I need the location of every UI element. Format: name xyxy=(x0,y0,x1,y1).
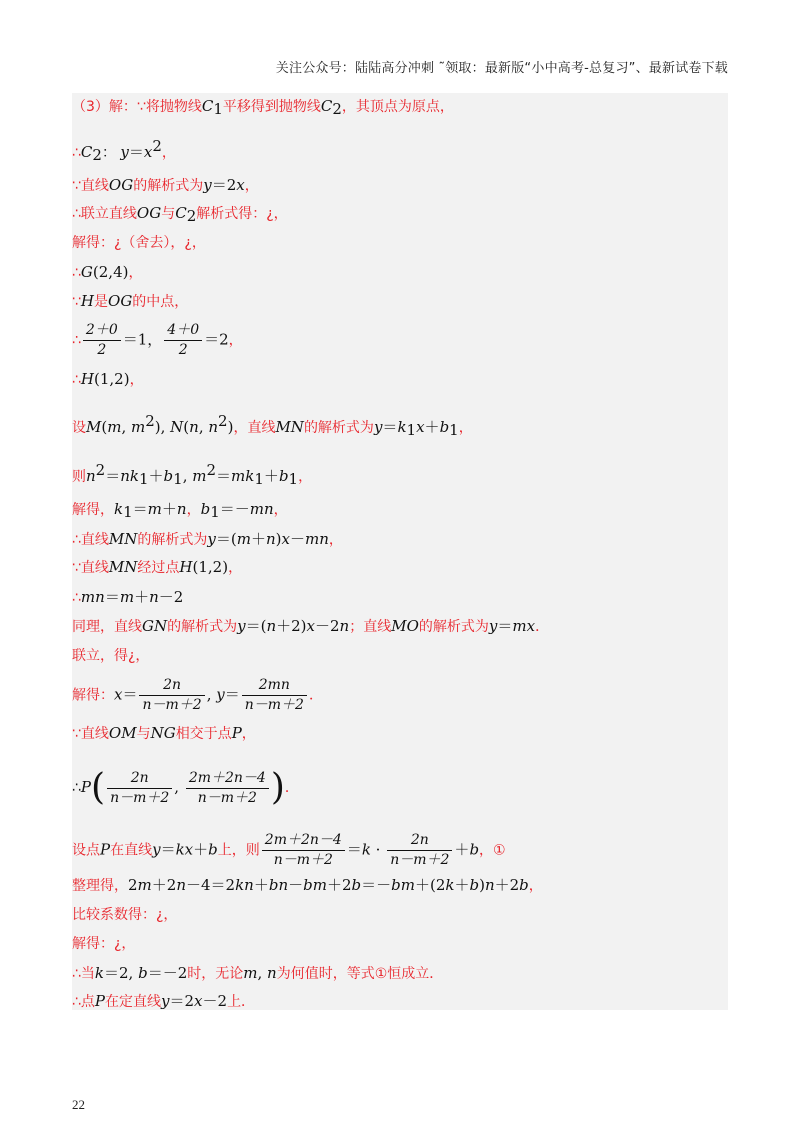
page-number: 22 xyxy=(72,1097,85,1112)
solution-line-14: ∵直线MN经过点H(1,2)， xyxy=(72,558,243,576)
solution-line-24: 解得：¿， xyxy=(72,936,136,952)
solution-line-13: ∴直线MN的解析式为y＝(m＋n)x－mn， xyxy=(72,530,343,548)
solution-line-4: ∴联立直线OG与$C_2$解析式得：¿， xyxy=(72,204,288,225)
solution-line-20: ∴P( $\frac{2n}{n-m+2}$ , $\frac{2m+2n-4}{n-m+2}$ )． xyxy=(72,767,299,808)
solution-line-2: $\therefore C_2$： $y=x^2$， xyxy=(72,137,176,164)
solution-line-9: ∴H(1,2)， xyxy=(72,370,144,388)
solution-line-12: 解得，$k_1=m+n$，$b_1=-mn$， xyxy=(72,500,288,521)
solution-line-7: ∵H是OG的中点， xyxy=(72,292,189,310)
solution-block xyxy=(72,93,728,1010)
solution-line-25: ∴当k＝2, b＝－2时，无论m, n为何值时，等式①恒成立． xyxy=(72,964,444,982)
solution-line-21: 设点P在直线y＝kx＋b上，则 $\frac{2m+2n-4}{n-m+2}$ ＝k · $\frac{2n}{n-m+2}$ ＋b，① xyxy=(72,832,506,868)
solution-line-22: 整理得，2m＋2n－4＝2kn＋bn－bm＋2b＝－bm＋(2k＋b)n＋2b， xyxy=(72,876,543,894)
solution-line-1: （3）解：∵将抛物线$C_1$平移得到抛物线$C_2$，其顶点为原点， xyxy=(72,97,454,118)
solution-line-19: ∵直线OM与NG相交于点P， xyxy=(72,724,256,742)
solution-line-6: ∴G(2,4)， xyxy=(72,263,143,281)
solution-line-18: 解得：x＝ $\frac{2n}{n-m+2}$ , y＝ $\frac{2mn}{n-m+2}$ ． xyxy=(72,677,323,713)
solution-line-26: ∴点P在定直线y＝2x－2上． xyxy=(72,992,256,1010)
solution-line-3: ∵直线OG的解析式为y＝2x， xyxy=(72,176,259,194)
solution-line-11: 则$n^2=nk_1+b_1$, $m^2=mk_1+b_1$， xyxy=(72,461,313,488)
solution-line-17: 联立，得¿， xyxy=(72,648,150,664)
solution-line-8: ∴ $\frac{2+0}{2}$ ＝1， $\frac{4+0}{2}$ ＝2， xyxy=(72,322,243,358)
solution-line-15: ∴mn＝m＋n－2 xyxy=(72,588,184,606)
solution-line-16: 同理，直线GN的解析式为y＝(n＋2)x－2n；直线MO的解析式为y＝mx． xyxy=(72,617,550,635)
page-header: 关注公众号：陆陆高分冲刺 ˜领取：最新版“小中高考-总复习”、最新试卷下载 xyxy=(275,61,728,76)
solution-line-10: 设M(m, $m^2$), N(n, $n^2$)，直线MN的解析式为$y=k_1x+b_1$， xyxy=(72,412,473,439)
solution-line-23: 比较系数得：¿， xyxy=(72,907,178,923)
solution-line-5: 解得：¿（舍去），¿， xyxy=(72,235,206,251)
